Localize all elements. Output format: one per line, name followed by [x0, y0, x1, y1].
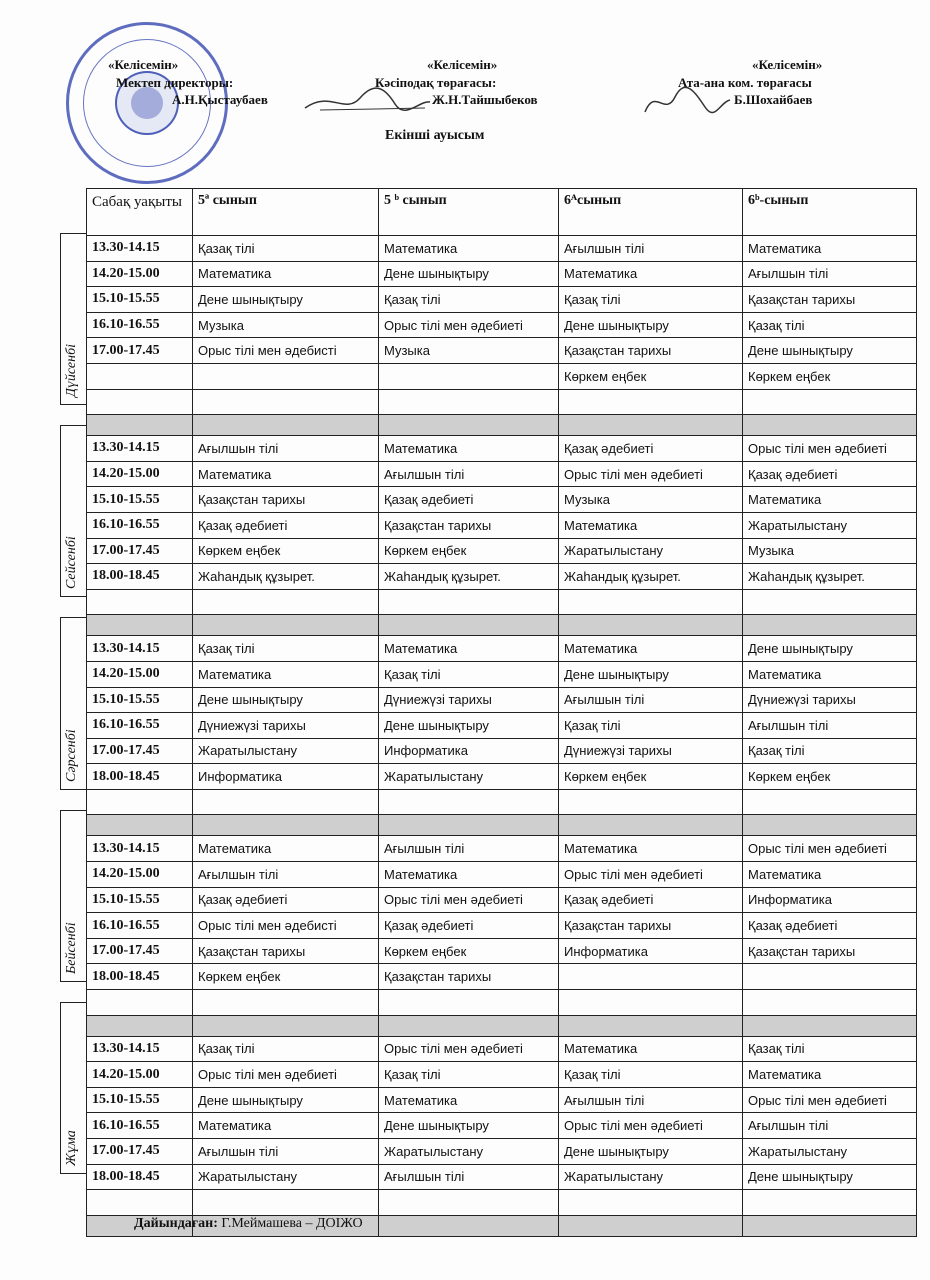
day-block [60, 233, 86, 405]
subject-cell: Математика [559, 1036, 743, 1062]
table-row [87, 436, 917, 462]
subject-cell: Орыс тілі мен әдебиеті [559, 862, 743, 888]
subject-cell: Қазақ әдебиеті [743, 913, 917, 939]
subject-cell [743, 1190, 917, 1216]
subject-cell: Қазақ әдебиеті [743, 461, 917, 487]
time-cell: 14.20-15.00 [87, 1062, 193, 1088]
left-role: Мектеп директоры: [116, 75, 234, 90]
subject-cell [559, 1190, 743, 1216]
time-cell: 14.20-15.00 [87, 661, 193, 687]
subject-cell: Қазақ тілі [743, 738, 917, 764]
subject-cell: Музыка [743, 538, 917, 564]
day-separator [87, 815, 917, 836]
subject-cell: Қазақ тілі [559, 287, 743, 313]
table-row [87, 789, 917, 815]
subject-cell: Жаһандық құзырет. [193, 564, 379, 590]
subject-cell: Орыс тілі мен әдебиеті [559, 461, 743, 487]
subject-cell: Қазақ әдебиеті [559, 436, 743, 462]
day-separator [87, 1015, 917, 1036]
signature-icon [640, 82, 735, 122]
subject-cell [743, 389, 917, 415]
subject-cell: Көркем еңбек [193, 964, 379, 990]
subject-cell [379, 363, 559, 389]
subject-cell: Көркем еңбек [743, 764, 917, 790]
subject-cell: Музыка [559, 487, 743, 513]
subject-cell: Дене шынықтыру [379, 1113, 559, 1139]
time-cell [87, 789, 193, 815]
subject-cell: Ағылшын тілі [193, 436, 379, 462]
time-cell [87, 363, 193, 389]
time-cell: 13.30-14.15 [87, 836, 193, 862]
subject-cell: Ағылшын тілі [379, 836, 559, 862]
table-row [87, 913, 917, 939]
subject-cell: Математика [379, 436, 559, 462]
page-title: Екінші ауысым [385, 128, 485, 143]
time-cell: 17.00-17.45 [87, 738, 193, 764]
time-cell: 18.00-18.45 [87, 1164, 193, 1190]
subject-cell: Қазақ әдебиеті [379, 487, 559, 513]
time-cell: 15.10-15.55 [87, 287, 193, 313]
subject-cell: Қазақстан тарихы [379, 964, 559, 990]
subject-cell: Дене шынықтыру [193, 287, 379, 313]
time-cell: 18.00-18.45 [87, 564, 193, 590]
col-header: Сабақ уақыты [87, 189, 193, 236]
table-row [87, 589, 917, 615]
table-row [87, 512, 917, 538]
subject-cell [379, 1190, 559, 1216]
subject-cell: Ағылшын тілі [193, 862, 379, 888]
time-cell: 16.10-16.55 [87, 713, 193, 739]
subject-cell: Қазақ тілі [379, 1062, 559, 1088]
day-label: Сейсенбі [64, 536, 79, 590]
subject-cell: Көркем еңбек [743, 363, 917, 389]
subject-cell: Дене шынықтыру [559, 1139, 743, 1165]
subject-cell: Дене шынықтыру [743, 338, 917, 364]
time-cell [87, 389, 193, 415]
subject-cell: Орыс тілі мен әдебиеті [379, 1036, 559, 1062]
day-separator [87, 615, 917, 636]
right-name: Б.Шохайбаев [734, 92, 813, 107]
subject-cell [743, 990, 917, 1016]
col-header: 6ᴬсынып [559, 189, 743, 236]
subject-cell: Орыс тілі мен әдебиеті [743, 836, 917, 862]
subject-cell [379, 990, 559, 1016]
subject-cell: Математика [193, 261, 379, 287]
table-row [87, 687, 917, 713]
subject-cell [559, 589, 743, 615]
time-cell: 13.30-14.15 [87, 1036, 193, 1062]
day-label: Бейсенбі [64, 922, 79, 974]
subject-cell: Ағылшын тілі [559, 687, 743, 713]
table-row [87, 938, 917, 964]
subject-cell [193, 389, 379, 415]
table-row [87, 564, 917, 590]
subject-cell: Дене шынықтыру [559, 312, 743, 338]
subject-cell: Қазақ тілі [193, 636, 379, 662]
subject-cell: Жаратылыстану [559, 538, 743, 564]
subject-cell [379, 789, 559, 815]
time-cell: 16.10-16.55 [87, 312, 193, 338]
table-row [87, 1087, 917, 1113]
time-cell: 15.10-15.55 [87, 887, 193, 913]
subject-cell: Ағылшын тілі [559, 1087, 743, 1113]
subject-cell: Жаратылыстану [379, 764, 559, 790]
subject-cell: Қазақ тілі [559, 713, 743, 739]
table-row [87, 990, 917, 1016]
table-row [87, 1190, 917, 1216]
subject-cell: Қазақ әдебиеті [193, 512, 379, 538]
subject-cell: Қазақ тілі [743, 1036, 917, 1062]
day-label: Сәрсенбі [64, 728, 79, 782]
col-header: 5 ᵇ сынып [379, 189, 559, 236]
day-block [60, 617, 86, 789]
table-row [87, 1036, 917, 1062]
signature-icon [300, 80, 435, 120]
time-cell: 16.10-16.55 [87, 512, 193, 538]
subject-cell [743, 964, 917, 990]
subject-cell: Ағылшын тілі [379, 461, 559, 487]
time-cell: 14.20-15.00 [87, 461, 193, 487]
center-agree: «Келісемін» [427, 57, 498, 72]
table-row [87, 236, 917, 262]
table-row [87, 636, 917, 662]
subject-cell: Қазақстан тарихы [379, 512, 559, 538]
subject-cell: Дүниежүзі тарихы [379, 687, 559, 713]
subject-cell: Қазақ әдебиеті [559, 887, 743, 913]
table-row [87, 764, 917, 790]
subject-cell: Математика [743, 862, 917, 888]
subject-cell: Көркем еңбек [193, 538, 379, 564]
subject-cell [559, 789, 743, 815]
subject-cell: Қазақстан тарихы [193, 938, 379, 964]
subject-cell [193, 363, 379, 389]
subject-cell: Дүниежүзі тарихы [743, 687, 917, 713]
subject-cell: Көркем еңбек [379, 938, 559, 964]
subject-cell: Көркем еңбек [559, 764, 743, 790]
table-row [87, 964, 917, 990]
time-cell: 18.00-18.45 [87, 964, 193, 990]
subject-cell: Математика [193, 836, 379, 862]
table-row [87, 1164, 917, 1190]
subject-cell: Көркем еңбек [379, 538, 559, 564]
subject-cell: Қазақстан тарихы [559, 913, 743, 939]
subject-cell: Қазақ тілі [193, 1036, 379, 1062]
right-agree: «Келісемін» [752, 57, 823, 72]
subject-cell: Жаратылыстану [193, 1164, 379, 1190]
time-cell [87, 589, 193, 615]
subject-cell: Орыс тілі мен әдебиеті [743, 436, 917, 462]
table-row [87, 363, 917, 389]
subject-cell [743, 789, 917, 815]
table-row [87, 1139, 917, 1165]
subject-cell: Математика [379, 862, 559, 888]
subject-cell: Информатика [379, 738, 559, 764]
day-block [60, 810, 86, 982]
subject-cell: Математика [743, 487, 917, 513]
subject-cell: Қазақстан тарихы [743, 938, 917, 964]
subject-cell: Қазақ әдебиеті [379, 913, 559, 939]
subject-cell: Ағылшын тілі [743, 261, 917, 287]
time-cell: 14.20-15.00 [87, 862, 193, 888]
table-row [87, 461, 917, 487]
col-header: 6ᵇ-сынып [743, 189, 917, 236]
subject-cell: Қазақ тілі [743, 312, 917, 338]
subject-cell: Математика [193, 461, 379, 487]
subject-cell: Жаратылыстану [743, 512, 917, 538]
subject-cell: Математика [379, 636, 559, 662]
subject-cell: Қазақстан тарихы [559, 338, 743, 364]
table-row [87, 738, 917, 764]
table-row [87, 338, 917, 364]
subject-cell [379, 389, 559, 415]
day-block [60, 1002, 86, 1174]
subject-cell: Дене шынықтыру [559, 661, 743, 687]
table-row [87, 487, 917, 513]
table-row [87, 713, 917, 739]
time-cell: 13.30-14.15 [87, 636, 193, 662]
subject-cell: Ағылшын тілі [743, 1113, 917, 1139]
subject-cell: Дүниежүзі тарихы [559, 738, 743, 764]
subject-cell: Математика [559, 836, 743, 862]
subject-cell: Қазақ тілі [193, 236, 379, 262]
subject-cell [379, 589, 559, 615]
subject-cell: Жаратылыстану [193, 738, 379, 764]
time-cell [87, 1190, 193, 1216]
subject-cell: Жаратылыстану [379, 1139, 559, 1165]
subject-cell: Математика [743, 661, 917, 687]
day-separator [87, 415, 917, 436]
table-row [87, 538, 917, 564]
table-row [87, 312, 917, 338]
footer-label: Дайындаған: [134, 1216, 218, 1231]
subject-cell: Дене шынықтыру [379, 713, 559, 739]
subject-cell: Орыс тілі мен әдебисті [193, 338, 379, 364]
table-row [87, 887, 917, 913]
subject-cell: Орыс тілі мен әдебиеті [559, 1113, 743, 1139]
time-cell: 18.00-18.45 [87, 764, 193, 790]
subject-cell [193, 589, 379, 615]
subject-cell [743, 589, 917, 615]
schedule-table [86, 188, 917, 1237]
footer [134, 1216, 363, 1232]
time-cell: 13.30-14.15 [87, 236, 193, 262]
subject-cell: Дене шынықтыру [193, 1087, 379, 1113]
table-row [87, 389, 917, 415]
table-row [87, 862, 917, 888]
time-cell: 15.10-15.55 [87, 1087, 193, 1113]
subject-cell: Жаһандық құзырет. [743, 564, 917, 590]
subject-cell [559, 389, 743, 415]
subject-cell: Математика [379, 236, 559, 262]
subject-cell: Математика [379, 1087, 559, 1113]
center-role: Кәсіподақ төрағасы: [375, 75, 497, 90]
subject-cell: Ағылшын тілі [743, 713, 917, 739]
subject-cell: Информатика [743, 887, 917, 913]
subject-cell: Математика [559, 636, 743, 662]
subject-cell: Математика [559, 261, 743, 287]
subject-cell: Дене шынықтыру [193, 687, 379, 713]
time-cell: 17.00-17.45 [87, 938, 193, 964]
subject-cell: Орыс тілі мен әдебисті [193, 913, 379, 939]
time-cell: 17.00-17.45 [87, 538, 193, 564]
time-cell: 17.00-17.45 [87, 338, 193, 364]
subject-cell: Дене шынықтыру [743, 636, 917, 662]
subject-cell: Қазақ әдебиеті [193, 887, 379, 913]
table-row [87, 1113, 917, 1139]
subject-cell: Жаратылыстану [743, 1139, 917, 1165]
subject-cell: Информатика [193, 764, 379, 790]
subject-cell: Ағылшын тілі [193, 1139, 379, 1165]
table-row [87, 1062, 917, 1088]
subject-cell: Дене шынықтыру [379, 261, 559, 287]
time-cell: 13.30-14.15 [87, 436, 193, 462]
time-cell: 14.20-15.00 [87, 261, 193, 287]
day-label: Жұма [64, 1130, 79, 1166]
time-cell [87, 990, 193, 1016]
subject-cell: Көркем еңбек [559, 363, 743, 389]
col-header: 5ª сынып [193, 189, 379, 236]
left-agree: «Келісемін» [108, 57, 179, 72]
subject-cell: Математика [743, 236, 917, 262]
subject-cell: Математика [559, 512, 743, 538]
subject-cell [193, 1190, 379, 1216]
time-cell: 16.10-16.55 [87, 913, 193, 939]
subject-cell: Ағылшын тілі [559, 236, 743, 262]
time-cell: 15.10-15.55 [87, 487, 193, 513]
subject-cell: Математика [743, 1062, 917, 1088]
center-name: Ж.Н.Тайшыбеков [432, 92, 538, 107]
subject-cell: Қазақ тілі [559, 1062, 743, 1088]
subject-cell: Дүниежүзі тарихы [193, 713, 379, 739]
subject-cell: Музыка [379, 338, 559, 364]
subject-cell: Орыс тілі мен әдебиеті [379, 887, 559, 913]
subject-cell [193, 789, 379, 815]
table-row [87, 261, 917, 287]
subject-cell [193, 990, 379, 1016]
subject-cell: Орыс тілі мен әдебиеті [193, 1062, 379, 1088]
subject-cell [559, 990, 743, 1016]
subject-cell: Математика [193, 1113, 379, 1139]
left-name: А.Н.Қыстаубаев [172, 92, 268, 107]
subject-cell [559, 964, 743, 990]
subject-cell: Дене шынықтыру [743, 1164, 917, 1190]
day-label: Дүйсенбі [64, 344, 79, 398]
subject-cell: Жаһандық құзырет. [379, 564, 559, 590]
subject-cell: Қазақстан тарихы [193, 487, 379, 513]
right-role: Ата-ана ком. төрағасы [678, 75, 812, 90]
footer-name: Г.Меймашева – ДОІЖО [221, 1216, 363, 1231]
day-block [60, 425, 86, 597]
subject-cell: Музыка [193, 312, 379, 338]
subject-cell: Қазақ тілі [379, 661, 559, 687]
table-row [87, 287, 917, 313]
subject-cell: Орыс тілі мен әдебиеті [743, 1087, 917, 1113]
table-row [87, 661, 917, 687]
time-cell: 17.00-17.45 [87, 1139, 193, 1165]
subject-cell: Орыс тілі мен әдебиеті [379, 312, 559, 338]
subject-cell: Жаһандық құзырет. [559, 564, 743, 590]
table-row [87, 836, 917, 862]
time-cell: 16.10-16.55 [87, 1113, 193, 1139]
subject-cell: Ағылшын тілі [379, 1164, 559, 1190]
subject-cell: Математика [193, 661, 379, 687]
subject-cell: Қазақстан тарихы [743, 287, 917, 313]
subject-cell: Информатика [559, 938, 743, 964]
subject-cell: Қазақ тілі [379, 287, 559, 313]
subject-cell: Жаратылыстану [559, 1164, 743, 1190]
time-cell: 15.10-15.55 [87, 687, 193, 713]
